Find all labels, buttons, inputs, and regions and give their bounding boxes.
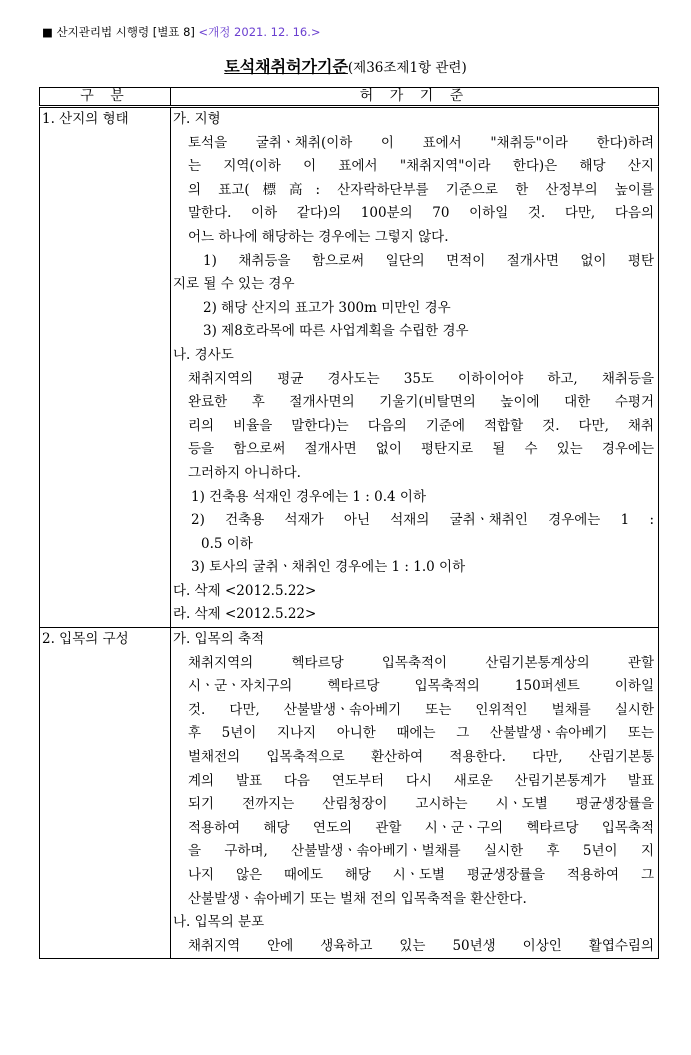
list-item: 1) 건축용 석재인 경우에는 1 : 0.4 이하 bbox=[191, 488, 426, 505]
text-line: 나지 않은 때에도 해당 시ㆍ도별 평균생장률을 적용하여 그 bbox=[188, 867, 654, 883]
header-amendment-date: <개정 2021. 12. 16.> bbox=[198, 25, 321, 39]
text-line: 완료한 후 절개사면의 기울기(비탈면의 높이에 대한 수평거 bbox=[188, 394, 654, 411]
text-line: 벌채전의 입목축적으로 환산하여 적용한다. 다만, 산림기본통 bbox=[188, 749, 654, 766]
text-line: 시ㆍ군ㆍ자치구의 헥타르당 입목축적의 150퍼센트 이하일 bbox=[188, 678, 654, 695]
list-item: 1) 채취등을 함으로써 일단의 면적이 절개사면 없이 평탄 bbox=[203, 252, 654, 269]
text-line: 되기 전까지는 산림청장이 고시하는 시ㆍ도별 평균생장률을 bbox=[188, 796, 654, 813]
table-row bbox=[40, 107, 659, 628]
text-line: 산불발생ㆍ솎아베기 또는 벌채 전의 입목축적을 환산한다. bbox=[188, 890, 527, 907]
table-header-row bbox=[40, 88, 659, 107]
list-item-continued: 지로 될 수 있는 경우 bbox=[173, 276, 295, 293]
text-line: 그러하지 아니하다. bbox=[188, 464, 301, 481]
page-title bbox=[0, 54, 691, 77]
criteria-cell-terrain bbox=[171, 107, 659, 628]
column-header-criteria: 허 가 기 준 bbox=[171, 88, 659, 107]
category-cell-terrain: 1. 산지의 형태 bbox=[40, 107, 171, 628]
list-item: 3) 제8호라목에 따른 사업계획을 수립한 경우 bbox=[203, 323, 469, 340]
text-line: 계의 발표 다음 연도부터 다시 새로운 산림기본통계가 발표 bbox=[188, 772, 654, 789]
text-line: 는 지역(이하 이 표에서 "채취지역"이라 한다)은 해당 산지 bbox=[188, 158, 654, 175]
text-line: 채취지역의 평균 경사도는 35도 이하이어야 하고, 채취등을 bbox=[188, 370, 654, 387]
list-item: 2) 건축용 석재가 아닌 석재의 굴취ㆍ채취인 경우에는 1 : bbox=[191, 512, 654, 529]
text-line: 등을 함으로써 절개사면 없이 평탄지로 될 수 있는 경우에는 bbox=[188, 441, 654, 458]
title-sub: (제36조제1항 관련) bbox=[347, 60, 467, 76]
text-line: 말한다. 이하 같다)의 100분의 70 이하일 것. 다만, 다음의 bbox=[188, 205, 654, 222]
category-cell-tree-composition: 2. 입목의 구성 bbox=[40, 628, 171, 959]
list-item: 2) 해당 산지의 표고가 300m 미만인 경우 bbox=[203, 299, 451, 316]
table-row bbox=[40, 628, 659, 959]
text-line: 채취지역의 헥타르당 입목축적이 산림기본통계상의 관할 bbox=[188, 654, 654, 671]
subsection-heading: 가. 지형 bbox=[173, 111, 221, 127]
list-item-continued: 0.5 이하 bbox=[201, 535, 253, 552]
deleted-item-da: 다. 삭제 <2012.5.22> bbox=[173, 582, 317, 599]
title-main: 토석채취허가기준 bbox=[224, 57, 348, 76]
text-line: 적용하여 해당 연도의 관할 시ㆍ군ㆍ구의 헥타르당 입목축적 bbox=[188, 819, 654, 836]
subsection-heading: 나. 경사도 bbox=[173, 346, 234, 363]
deleted-item-ra: 라. 삭제 <2012.5.22> bbox=[173, 606, 317, 623]
text-line: 채취지역 안에 생육하고 있는 50년생 이상인 활엽수림의 bbox=[188, 937, 654, 954]
text-line: 후 5년이 지나지 아니한 때에는 그 산불발생ㆍ솎아베기 또는 bbox=[188, 725, 654, 742]
subsection-heading: 나. 입목의 분포 bbox=[173, 914, 265, 931]
document-header bbox=[42, 24, 321, 40]
list-item: 3) 토사의 굴취ㆍ채취인 경우에는 1 : 1.0 이하 bbox=[191, 559, 466, 576]
text-line: 의 표고(標高: 산자락하단부를 기준으로 한 산정부의 높이를 bbox=[188, 181, 654, 198]
criteria-cell-tree-composition bbox=[171, 628, 659, 959]
header-law-reference: 산지관리법 시행령 [별표 8] bbox=[56, 25, 195, 39]
subsection-heading: 가. 입목의 축적 bbox=[173, 631, 265, 648]
header-bullet: ■ bbox=[42, 25, 53, 39]
text-line: 어느 하나에 해당하는 경우에는 그렇지 않다. bbox=[188, 228, 449, 245]
text-line: 을 구하며, 산불발생ㆍ솎아베기ㆍ벌채를 실시한 후 5년이 지 bbox=[188, 843, 654, 860]
criteria-table bbox=[39, 87, 659, 959]
text-line: 것. 다만, 산불발생ㆍ솎아베기 또는 인위적인 벌채를 실시한 bbox=[188, 701, 654, 718]
text-line: 토석을 굴취ㆍ채취(이하 이 표에서 "채취등"이라 한다)하려 bbox=[188, 134, 654, 151]
text-line: 리의 비율을 말한다)는 다음의 기준에 적합할 것. 다만, 채취 bbox=[188, 417, 654, 434]
column-header-category: 구 분 bbox=[40, 88, 171, 107]
